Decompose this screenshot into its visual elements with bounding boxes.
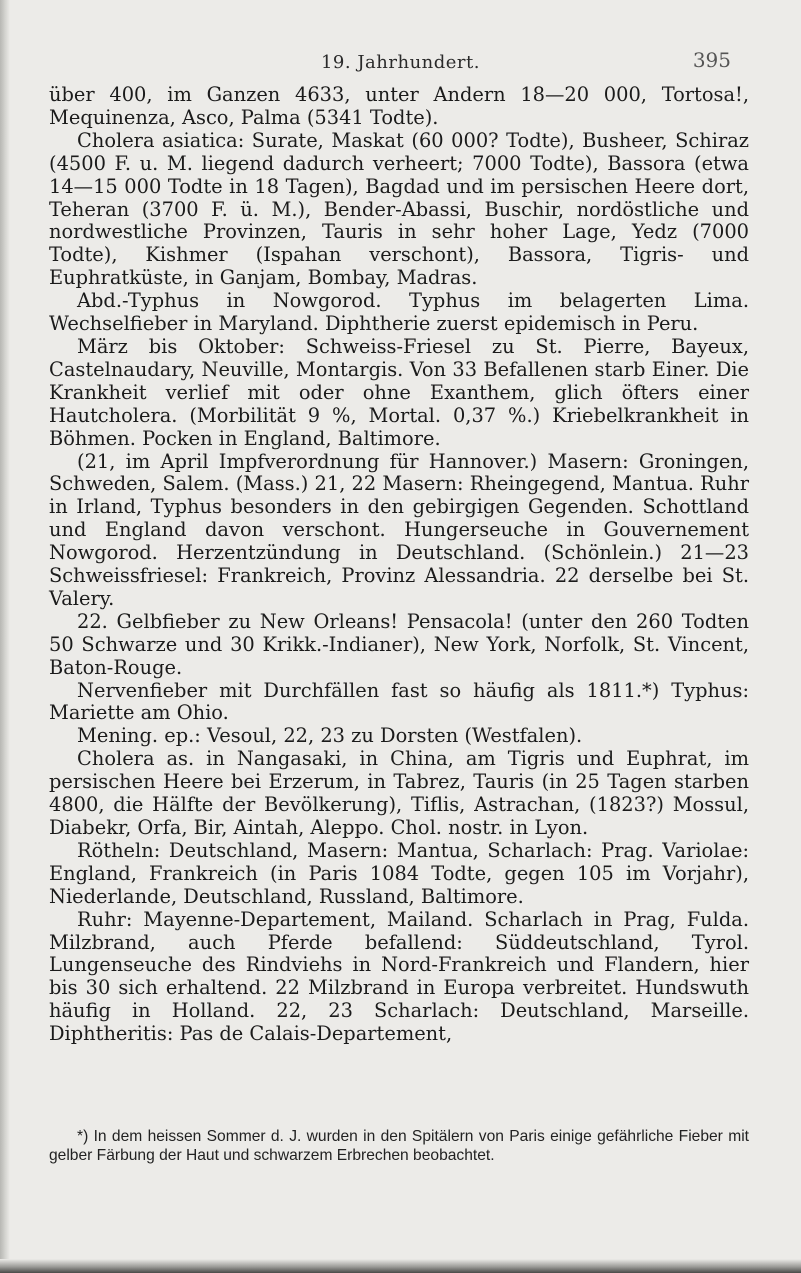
paragraph: Mening. ep.: Vesoul, 22, 23 zu Dorsten (Westfalen). (77, 724, 583, 748)
paragraph: (21, im April Impfverordnung für Hannover.) Masern: Groningen, Schweden, Salem. (Mass.) 21, 22 Masern: Rheingegend, Mantua. Ruhr in Irland, Typhus besonders in den gebirgigen Gegenden. Schottland und England davon verschont. Hungerseuche in Gouvernement Nowgorod. Herzentzündung in Deutschland. (Schönlein.) 21—23 Schweissfriesel: Frankreich, Provinz Alessandria. 22 derselbe bei St. Valery. (49, 449, 749, 610)
paragraph: Abd.-Typhus in Nowgorod. Typhus im belagerten Lima. Wechselfieber in Maryland. Diphtherie zuerst epidemisch in Peru. (49, 289, 749, 336)
paragraph: Nervenfieber mit Durchfällen fast so häufig als 1811.*) Typhus: Mariette am Ohio. (49, 678, 749, 725)
page-bottom-edge (0, 1259, 801, 1273)
paragraph: über 400, im Ganzen 4633, unter Andern 18—20 000, Tortosa!, Mequinenza, Asco, Palma (5341 Todte). (49, 83, 749, 129)
paragraph: Rötheln: Deutschland, Masern: Mantua, Scharlach: Prag. Variolae: England, Frankreich (in Paris 1084 Todte, gegen 105 im Vorjahr), Niederlande, Deutschland, Russland, Baltimore. (49, 838, 749, 908)
paragraph: Cholera as. in Nangasaki, in China, am Tigris und Euphrat, im persischen Heere bei Erzerum, in Tabrez, Tauris (in 25 Tagen starben 4800, die Hälfte der Bevölkerung), Tiflis, Astrachan, (1823?) Mossul, Diabekr, Orfa, Bir, Aintah, Aleppo. Chol. nostr. in Lyon. (49, 747, 749, 839)
paragraph: Ruhr: Mayenne-Departement, Mailand. Scharlach in Prag, Fulda. Milzbrand, auch Pferde befallend: Süddeutschland, Tyrol. Lungenseuche des Rindviehs in Nord-Frankreich und Flandern, hier bis 30 sich erhaltend. 22 Milzbrand in Europa verbreitet. Hundswuth häufig in Holland. 22, 23 Scharlach: Deutschland, Marseille. Diphtheritis: Pas de Calais-Departement, (49, 907, 749, 1046)
footnote-text: *) In dem heissen Sommer d. J. wurden in den Spitälern von Paris einige gefährliche Fieber mit gelber Färbung der Haut und schwarzem Erbrechen beobachtet. (49, 1128, 749, 1164)
running-title: 19. Jahrhundert. (320, 52, 480, 73)
body-text (49, 84, 749, 1046)
paragraph: 22. Gelbfieber zu New Orleans! Pensacola! (unter den 260 Todten 50 Schwarze und 30 Krikk.-Indianer), New York, Norfolk, St. Vincent, Baton-Rouge. (49, 609, 749, 679)
page-header (0, 50, 801, 80)
page-number: 395 (692, 48, 731, 72)
footnote (49, 1128, 749, 1165)
paragraph: März bis Oktober: Schweiss-Friesel zu St. Pierre, Bayeux, Castelnaudary, Neuville, Montargis. Von 33 Befallenen starb Einer. Die Krankheit verlief mit oder ohne Exanthem, glich öfters einer Hautcholera. (Morbilität 9 %, Mortal. 0,37 %.) Kriebelkrankheit in Böhmen. Pocken in England, Baltimore. (49, 334, 749, 450)
paragraph: Cholera asiatica: Surate, Maskat (60 000? Todte), Busheer, Schiraz (4500 F. u. M. liegend dadurch verheert; 7000 Todte), Bassora (etwa 14—15 000 Todte in 18 Tagen), Bagdad und im persischen Heere dort, Teheran (3700 F. ü. M.), Bender-Abassi, Buschir, nordöstliche und nordwestliche Provinzen, Tauris in sehr hoher Lage, Yedz (7000 Todte), Kishmer (Ispahan verschont), Bassora, Tigris- und Euphratküste, in Ganjam, Bombay, Madras. (49, 128, 749, 290)
page-binding-edge (0, 0, 10, 1273)
